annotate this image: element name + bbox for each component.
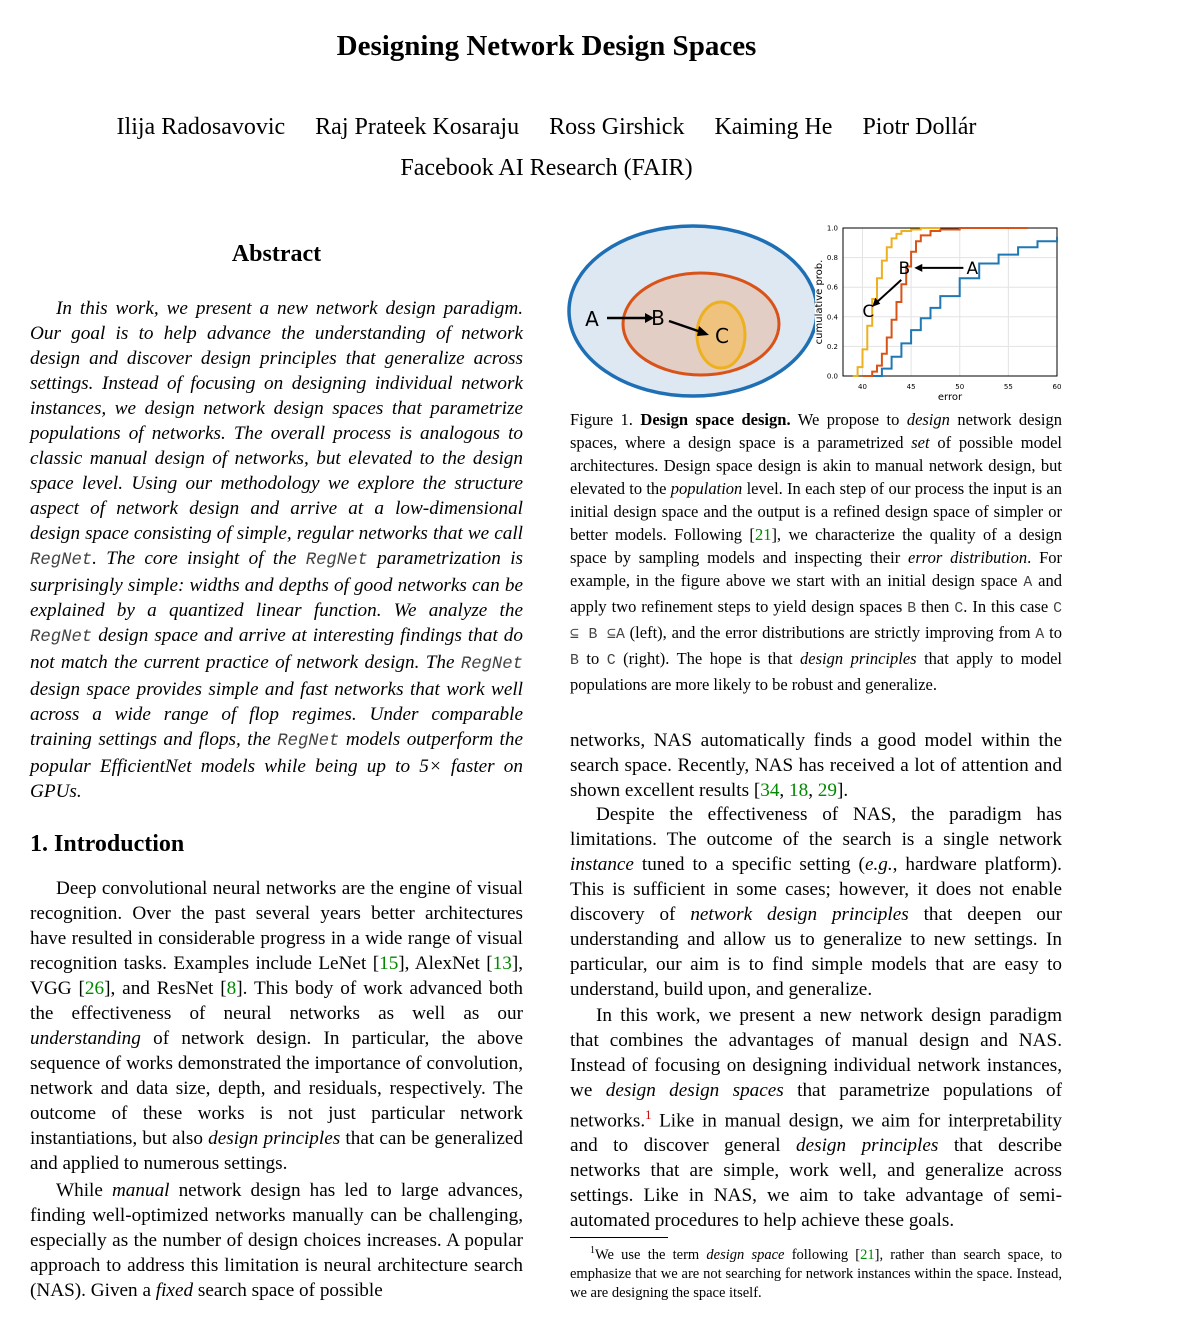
abstract-text: In this work, we present a new network design paradigm. Our goal is to help advance the understanding of network design and discover design principles that generalize across settings. Instead of focusing on designing individual network instances, we design network design spaces that parametrize populations of networks. The overall process is analogous to classic manual design of networks, but elevated to the design space level. Using our methodology we explore the structure aspect of network design and arrive at a low-dimensional design space consisting of simple, regular networks that we call: [30, 298, 523, 544]
emphasis: population: [670, 479, 743, 498]
emphasis: design design spaces: [605, 1080, 784, 1101]
regnet-term: RegNet: [305, 551, 368, 570]
space-name: A: [1023, 575, 1033, 591]
footnote: [570, 1241, 1062, 1303]
x-tick-label: 60: [1052, 383, 1062, 391]
text: following [: [784, 1246, 861, 1263]
text: (right). The hope is that: [615, 649, 801, 668]
intro-paragraph: [30, 1178, 523, 1303]
text: of network design. In particular, the above sequence of works demonstrated the importance of convolution, network and data size, depth, and residuals, respectively. The outcome of these works is not just particular network instantiations, but also: [30, 1028, 523, 1149]
citation-link[interactable]: 21: [860, 1246, 875, 1263]
label-b: B: [651, 306, 665, 330]
label-a: A: [585, 307, 599, 331]
text: Deep convolutional neural networks are the engine of visual recognition. Over the past several years better architectures have resulted in considerable progress in a wide range of visual recognition tasks. Examples include LeNet [: [30, 878, 523, 974]
abstract-body: [30, 296, 523, 804]
error-cdf-chart: [810, 222, 1070, 410]
abstract-text: models outperform the popular EfficientNet models while being up to 5× faster on GPUs.: [30, 729, 523, 802]
annotation-label: A: [966, 258, 979, 279]
text: ,: [779, 780, 790, 801]
emphasis: e.g.: [864, 854, 893, 875]
text: that apply to model populations are more likely to be robust and generalize.: [570, 649, 1062, 694]
author-name: Raj Prateek Kosaraju: [315, 114, 520, 140]
intro-paragraph: [30, 876, 523, 1176]
x-tick-label: 40: [857, 383, 867, 391]
annotation-arrow: [877, 280, 901, 302]
space-name: C: [954, 601, 964, 617]
text: , hardware platform). This is sufficient in some cases; however, it does not enable discovery of: [570, 854, 1062, 925]
author-name: Kaiming He: [714, 114, 833, 140]
annotation-arrowhead: [914, 264, 922, 272]
text: ]. This body of work advanced both the effectiveness of neural networks as well as our: [30, 978, 524, 1024]
body-paragraph: [570, 802, 1062, 1002]
text: ,: [808, 780, 818, 801]
text: Like in manual design, we aim for interpretability and to discover general: [570, 1110, 1062, 1157]
author-name: Ross Girshick: [549, 114, 685, 140]
abstract-text: design space provides simple and fast networks that work well across a wide range of flop regimes. Under comparable training settings and flops, the: [30, 679, 523, 750]
footnote-divider: [570, 1237, 668, 1238]
annotation-label: C: [862, 301, 875, 322]
design-space-diagram: [565, 222, 815, 402]
emphasis: design principles: [208, 1128, 341, 1149]
text: ].: [836, 780, 849, 801]
text: While: [56, 1180, 112, 1201]
citation-link[interactable]: 34: [760, 780, 780, 801]
figure-caption: [570, 408, 1062, 696]
annotation-label: B: [898, 258, 911, 279]
text: ], we characterize the quality of a design space by sampling models and inspecting their: [570, 525, 1062, 567]
text: that can be generalized and applied to numerous settings.: [30, 1128, 523, 1174]
abstract-heading: Abstract: [231, 241, 322, 267]
citation-link[interactable]: 29: [817, 780, 837, 801]
caption-label: Figure 1.: [570, 410, 641, 429]
regnet-term: RegNet: [30, 551, 93, 570]
y-tick-label: 1.0: [826, 224, 838, 233]
text: that parametrize populations of networks.: [570, 1080, 1062, 1132]
regnet-term: RegNet: [460, 655, 523, 674]
text: ], and ResNet [: [104, 978, 227, 999]
text: (left), and the error distributions are strictly improving from: [624, 623, 1036, 642]
text: Despite the effectiveness of NAS, the paradigm has limitations. The outcome of the search is a single network: [570, 804, 1062, 850]
text: We use the term: [595, 1246, 707, 1263]
regnet-term: RegNet: [30, 628, 93, 647]
x-tick-label: 45: [906, 383, 916, 391]
text: . For example, in the figure above we start with an initial design space: [570, 548, 1062, 590]
space-name: B: [570, 653, 579, 669]
text: In this work, we present a new network design paradigm that combines the advantages of manual design and NAS. Instead of focusing on designing individual network instances, we: [570, 1005, 1062, 1101]
space-name: B: [907, 601, 917, 617]
affiliation: Facebook AI Research (FAIR): [400, 155, 693, 181]
y-tick-label: 0.2: [826, 342, 838, 351]
text: ], AlexNet [: [398, 953, 493, 974]
space-name: A: [1035, 627, 1045, 643]
citation-link[interactable]: 13: [492, 953, 512, 974]
emphasis: set: [911, 433, 930, 452]
y-tick-label: 0.0: [826, 372, 838, 381]
emphasis: error distribution: [908, 548, 1028, 567]
abstract-text: design space and arrive at interesting findings that do not match the current practice of network design. The: [30, 625, 523, 673]
text: then: [916, 597, 955, 616]
text: and apply two refinement steps to yield design spaces: [570, 571, 1062, 616]
citation-link[interactable]: 8: [226, 978, 237, 999]
space-name: C: [606, 653, 616, 669]
citation-link[interactable]: 26: [84, 978, 105, 999]
text: to: [1044, 623, 1062, 642]
emphasis: design principles: [796, 1135, 939, 1157]
emphasis: network design principles: [690, 904, 909, 925]
text: tuned to a specific setting (: [633, 854, 865, 875]
author-list: [0, 114, 1093, 141]
x-tick-label: 50: [955, 383, 965, 391]
text: networks, NAS automatically finds a good model within the search space. Recently, NAS has received a lot of attention and shown excellent results [: [570, 730, 1062, 801]
text: to: [578, 649, 607, 668]
section-heading: 1. Introduction: [30, 831, 185, 857]
text: that deepen our understanding and allow us to generalize to new settings. In particular, our aim is to find simple models that are easy to understand, build upon, and generalize.: [570, 904, 1062, 1000]
footnote-ref[interactable]: 1: [645, 1108, 652, 1122]
text: network design spaces, where a design space is a parametrized: [570, 410, 1062, 452]
citation-link[interactable]: 21: [754, 525, 772, 544]
author-name: Piotr Dollár: [862, 114, 977, 140]
y-tick-label: 0.6: [826, 283, 838, 292]
abstract-text: . The core insight of the: [92, 548, 297, 569]
text: search space of possible: [193, 1280, 383, 1301]
emphasis: understanding: [30, 1028, 141, 1049]
emphasis: fixed: [155, 1280, 194, 1301]
emphasis: design space: [706, 1246, 785, 1263]
y-tick-label: 0.4: [826, 313, 838, 322]
footnote-number: 1: [590, 1245, 595, 1256]
x-axis-label: error: [937, 392, 963, 403]
text: level. In each step of our process the input is an initial design space and the output is a refined design space of simpler or better models. Following [: [570, 479, 1062, 544]
body-paragraph: [570, 728, 1062, 803]
x-tick-label: 55: [1003, 383, 1013, 391]
abstract-text: parametrization is surprisingly simple: widths and depths of good networks can be explained by a quantized linear function. We analyze the: [30, 548, 523, 621]
y-axis-label: cumulative prob.: [814, 259, 825, 345]
caption-title: Design space design.: [640, 410, 791, 429]
emphasis: instance: [570, 854, 634, 875]
text: of possible model architectures. Design space design is akin to manual network design, but elevated to the: [570, 433, 1062, 498]
space-relation: C ⊆ B ⊆A: [570, 601, 1062, 643]
emphasis: design principles: [800, 649, 917, 668]
text: We propose to: [790, 410, 907, 429]
text: . In this case: [963, 597, 1054, 616]
label-c: C: [715, 324, 729, 348]
text: that describe networks that are simple, work well, and generalize across settings. Like in NAS, we aim to take advantage of semi-automated procedures to help achieve these goals.: [570, 1135, 1062, 1232]
y-tick-label: 0.8: [826, 254, 838, 263]
citation-link[interactable]: 15: [379, 953, 399, 974]
citation-link[interactable]: 18: [789, 780, 809, 801]
paper-title: Designing Network Design Spaces: [336, 30, 757, 62]
body-paragraph: [570, 1003, 1062, 1233]
text: network design has led to large advances, finding well-optimized networks manually can be challenging, especially as the number of design choices increases. A popular approach to address this limitation is neural architecture search (NAS). Given a: [30, 1180, 523, 1301]
emphasis: manual: [111, 1180, 170, 1201]
regnet-term: RegNet: [277, 732, 340, 751]
text: ], rather than search space, to emphasize that we are not searching for network instances within the space. Instead, we are designing the space itself.: [570, 1246, 1063, 1301]
author-name: Ilija Radosavovic: [116, 114, 286, 140]
text: ], VGG [: [30, 953, 523, 999]
emphasis: design: [906, 410, 950, 429]
